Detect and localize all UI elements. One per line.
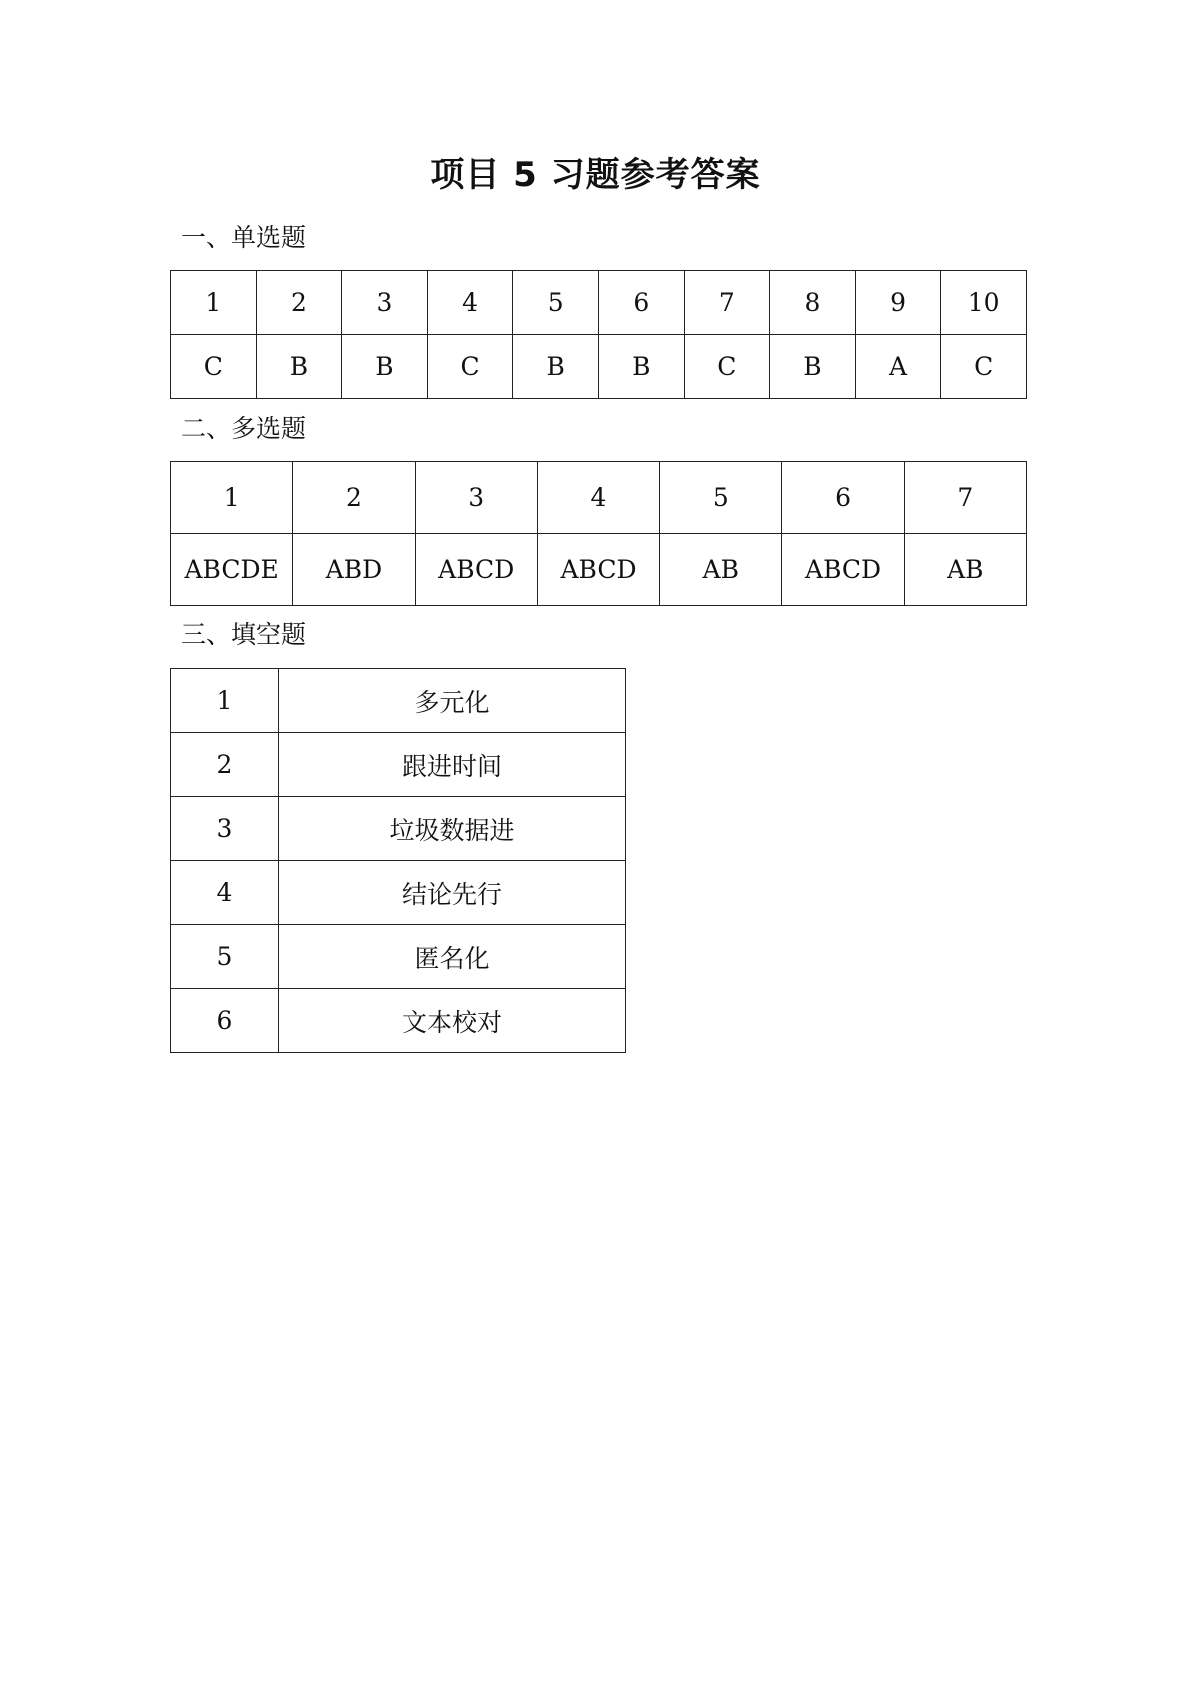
answer-cell: ABD (293, 534, 415, 606)
question-number-cell: 6 (171, 989, 279, 1053)
question-number-cell: 3 (415, 462, 537, 534)
table-row (171, 797, 626, 861)
answer-cell: ABCD (537, 534, 659, 606)
table-row (171, 733, 626, 797)
answer-cell: 文本校对 (279, 989, 626, 1053)
question-number-cell: 3 (342, 271, 428, 335)
answer-cell: ABCD (782, 534, 904, 606)
question-number-cell: 5 (513, 271, 599, 335)
table-row (171, 534, 1027, 606)
single-choice-table (170, 270, 1027, 399)
question-number-cell: 4 (171, 861, 279, 925)
answer-cell: C (684, 335, 770, 399)
question-number-cell: 2 (293, 462, 415, 534)
question-number-cell: 8 (770, 271, 856, 335)
fill-blank-table (170, 668, 626, 1053)
answer-cell: B (342, 335, 428, 399)
page-title: 项目 5 习题参考答案 (430, 155, 761, 195)
answer-cell: 多元化 (279, 669, 626, 733)
table-row (171, 335, 1027, 399)
question-number-cell: 4 (427, 271, 513, 335)
answer-cell: C (171, 335, 257, 399)
answer-cell: C (941, 335, 1027, 399)
question-number-cell: 1 (171, 271, 257, 335)
question-number-cell: 7 (684, 271, 770, 335)
table-row (171, 861, 626, 925)
question-number-cell: 10 (941, 271, 1027, 335)
single-choice-heading: 一、单选题 (181, 223, 307, 252)
question-number-cell: 5 (660, 462, 782, 534)
table-row (171, 669, 626, 733)
answer-cell: AB (660, 534, 782, 606)
table-row (171, 271, 1027, 335)
question-number-cell: 6 (598, 271, 684, 335)
question-number-cell: 9 (855, 271, 941, 335)
table-row (171, 925, 626, 989)
question-number-cell: 1 (171, 669, 279, 733)
question-number-cell: 3 (171, 797, 279, 861)
answer-cell: C (427, 335, 513, 399)
table-row (171, 989, 626, 1053)
question-number-cell: 2 (171, 733, 279, 797)
question-number-cell: 4 (537, 462, 659, 534)
answer-cell: B (598, 335, 684, 399)
answer-cell: B (256, 335, 342, 399)
question-number-cell: 1 (171, 462, 293, 534)
answer-cell: 跟进时间 (279, 733, 626, 797)
answer-cell: AB (904, 534, 1026, 606)
answer-cell: 垃圾数据进 (279, 797, 626, 861)
fill-blank-heading: 三、填空题 (181, 620, 307, 649)
answer-cell: ABCDE (171, 534, 293, 606)
answer-cell: A (855, 335, 941, 399)
multiple-choice-heading: 二、多选题 (181, 414, 307, 443)
table-row (171, 462, 1027, 534)
question-number-cell: 2 (256, 271, 342, 335)
answer-cell: ABCD (415, 534, 537, 606)
answer-cell: 匿名化 (279, 925, 626, 989)
answer-cell: B (513, 335, 599, 399)
question-number-cell: 5 (171, 925, 279, 989)
answer-cell: 结论先行 (279, 861, 626, 925)
question-number-cell: 7 (904, 462, 1026, 534)
question-number-cell: 6 (782, 462, 904, 534)
answer-cell: B (770, 335, 856, 399)
multiple-choice-table (170, 461, 1027, 606)
